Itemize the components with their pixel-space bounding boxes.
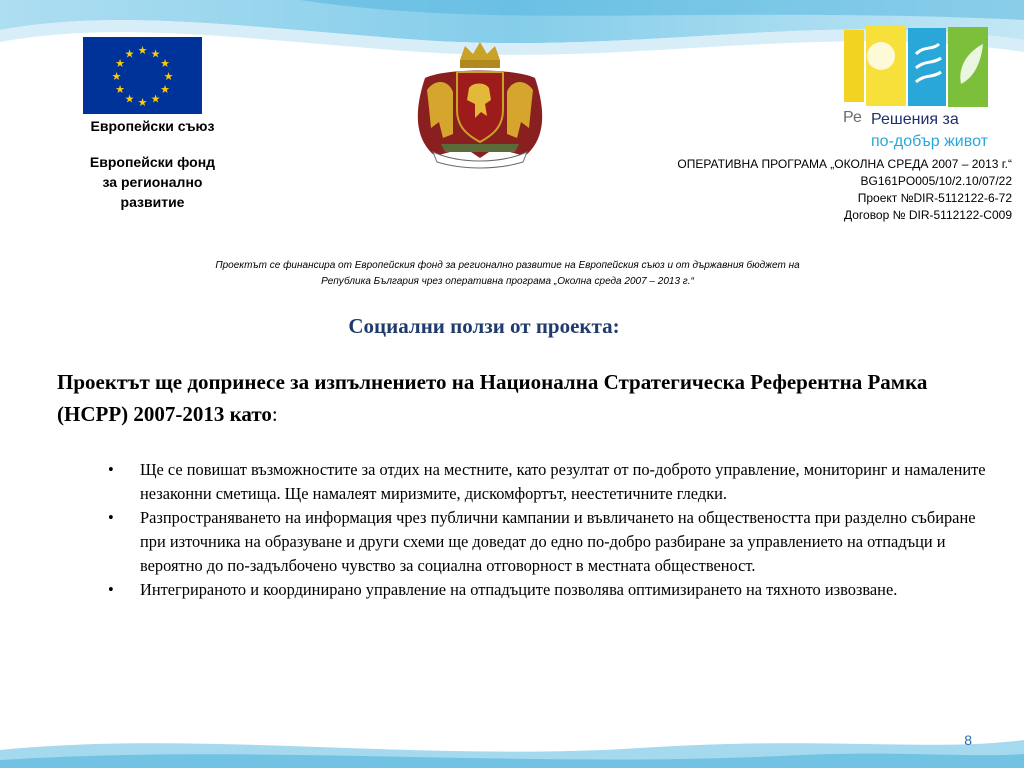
op-environment-logo-icon <box>841 24 1024 152</box>
svg-text:★: ★ <box>115 57 125 70</box>
op-info-line: Проект №DIR-5112122-6-72 <box>857 191 1012 205</box>
logo-text-better-life: по-добър живот <box>871 133 988 150</box>
lead-paragraph <box>57 366 957 430</box>
svg-text:★: ★ <box>160 57 170 70</box>
funding-line: Република България чрез оперативна програма „Околна среда 2007 – 2013 г.“ <box>321 276 694 287</box>
list-item: • Интегрираното и координирано управление на отпадъците позволява оптимизирането на тяхното извозване. <box>108 578 988 602</box>
svg-text:★: ★ <box>124 92 135 106</box>
svg-text:★: ★ <box>163 70 174 83</box>
section-title: Социални ползи от проекта: <box>348 314 620 338</box>
funding-note <box>90 258 925 290</box>
lead-text: Проектът ще допринесе за изпълнението на Национална Стратегическа Референтна Рамка (НСРР) 2007-2013 като <box>57 370 928 426</box>
logo-text-re: Ре <box>843 109 862 126</box>
eu-fund-line: развитие <box>120 194 185 210</box>
svg-text:★: ★ <box>111 70 122 83</box>
svg-text:★: ★ <box>150 92 161 106</box>
benefits-list <box>108 458 988 602</box>
lead-colon: : <box>271 402 278 426</box>
eu-fund-line: Европейски фонд <box>89 154 216 170</box>
bottom-wave-decoration <box>0 700 1024 768</box>
svg-text:★: ★ <box>115 83 125 96</box>
coat-of-arms-icon <box>405 38 555 170</box>
funding-line: Проектът се финансира от Европейския фонд за регионално развитие на Европейския съюз и от държавния бюджет на <box>215 260 800 271</box>
op-programme-info <box>677 156 1012 224</box>
op-info-line: Договор № DIR-5112122-С009 <box>843 208 1012 222</box>
svg-text:★: ★ <box>150 47 161 61</box>
eu-fund-label <box>73 152 232 212</box>
page-number: 8 <box>964 732 972 748</box>
op-info-line: BG161PO005/10/2.10/07/22 <box>860 174 1012 188</box>
eu-flag-icon <box>83 37 202 114</box>
eu-union-label: Европейски съюз <box>90 118 215 134</box>
list-item: • Разпространяването на информация чрез публични кампании и въвличането на обществеността при разделно събиране при източника на образуване и други схеми ще доведат до едно по-добро разбиране за управлението на отпадъци и вероятно до по-задълбочено чувство за социална отговорност в местната общественост. <box>108 506 988 578</box>
svg-text:★: ★ <box>137 96 148 109</box>
logo-text-solutions: Решения за <box>871 111 959 128</box>
svg-text:★: ★ <box>124 47 135 61</box>
svg-text:★: ★ <box>137 44 148 57</box>
list-item: • Ще се повишат възможностите за отдих на местните, като резултат от по-доброто управление, мониторинг и намалените незаконни сметища. Ще намалеят миризмите, дискомфортът, неестетичните гледки. <box>108 458 988 506</box>
eu-fund-line: за регионално <box>102 174 203 190</box>
svg-text:★: ★ <box>160 83 170 96</box>
op-info-line: ОПЕРАТИВНА ПРОГРАМА „ОКОЛНА СРЕДА 2007 – 2013 г.“ <box>677 157 1012 171</box>
